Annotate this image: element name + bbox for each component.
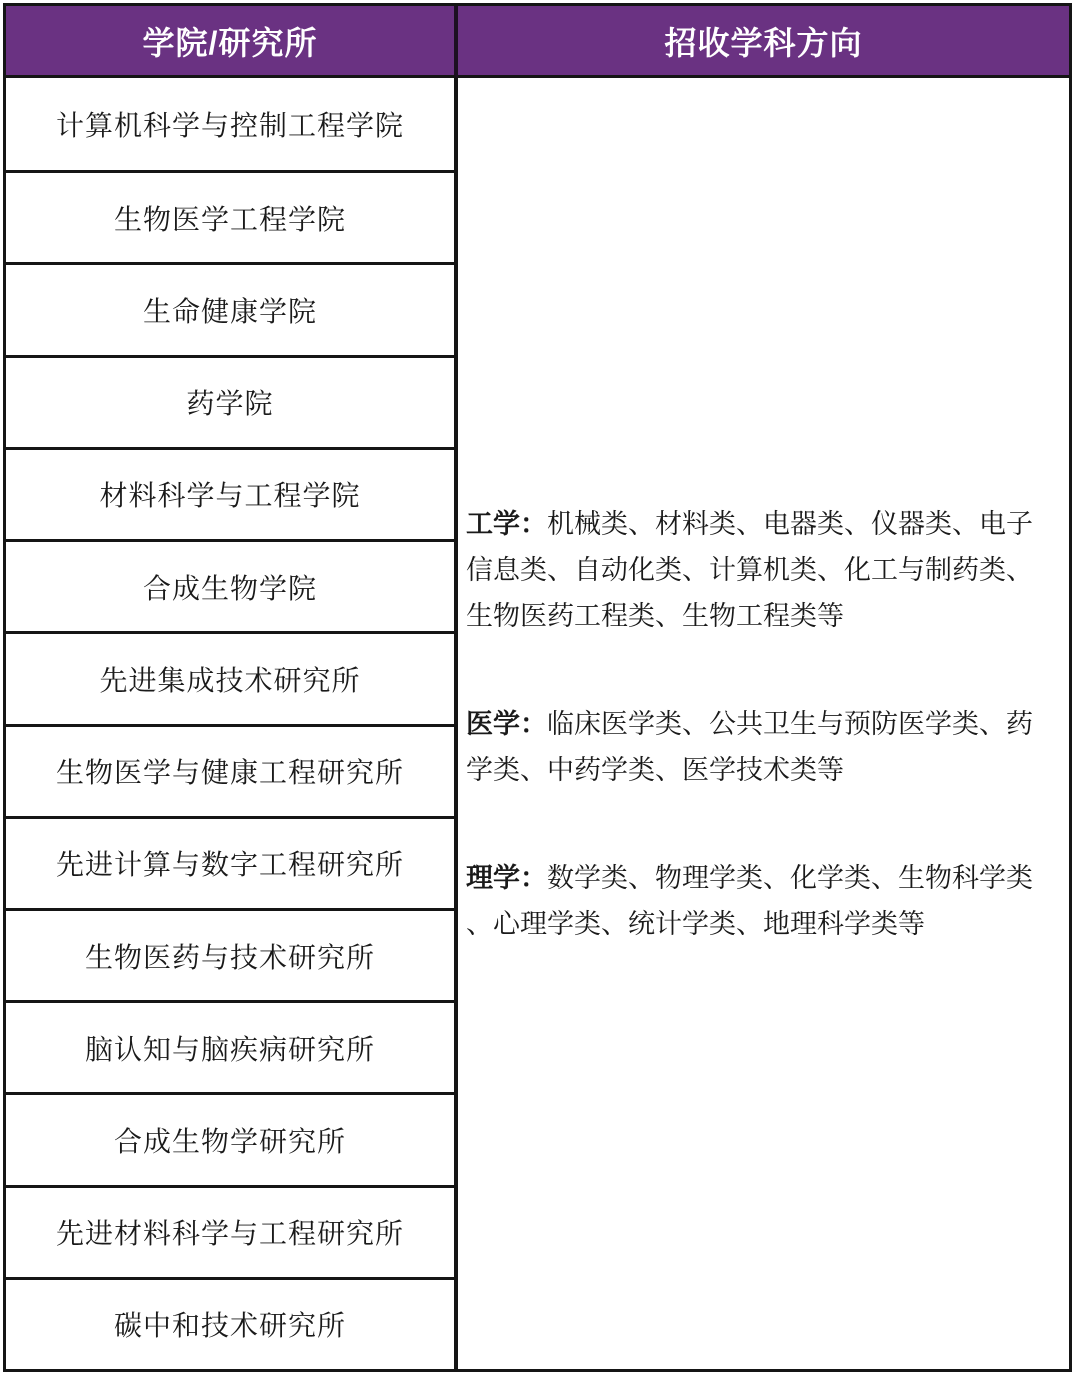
college-name: 生物医药与技术研究所	[84, 941, 375, 973]
college-name: 碳中和技术研究所	[113, 1310, 346, 1342]
college-row	[6, 816, 454, 908]
college-row	[6, 1000, 454, 1092]
subject-category-label: 医学：	[466, 708, 547, 739]
college-name: 先进集成技术研究所	[99, 664, 361, 696]
college-row	[6, 355, 454, 447]
college-row	[6, 539, 454, 631]
college-name: 先进计算与数字工程研究所	[55, 849, 404, 881]
college-name: 计算机科学与控制工程学院	[55, 110, 404, 142]
college-row	[6, 1185, 454, 1277]
college-row	[6, 1092, 454, 1184]
college-name: 生命健康学院	[142, 296, 317, 328]
subject-category-label: 工学：	[466, 508, 547, 539]
college-name: 脑认知与脑疾病研究所	[84, 1033, 375, 1065]
subject-paragraph: 理学：数学类、物理学类、化学类、生物科学类 、心理学类、统计学类、地理科学类等	[466, 862, 1033, 939]
college-name: 生物医学工程学院	[113, 203, 346, 235]
college-row	[6, 170, 454, 262]
colleges-subjects-table	[3, 3, 1072, 1372]
college-row	[6, 724, 454, 816]
college-name: 材料科学与工程学院	[99, 480, 361, 512]
subject-category-label: 理学：	[466, 862, 547, 893]
subject-paragraph: 工学：机械类、材料类、电器类、仪器类、电子 信息类、自动化类、计算机类、化工与制药类、 生物医药工程类、生物工程类等	[466, 508, 1033, 631]
college-row	[6, 78, 454, 170]
college-name: 先进材料科学与工程研究所	[55, 1218, 404, 1250]
college-name: 合成生物学研究所	[113, 1125, 346, 1157]
college-row	[6, 631, 454, 723]
column-header-college: 学院/研究所	[6, 6, 458, 78]
college-name: 药学院	[186, 388, 274, 420]
college-name: 合成生物学院	[142, 572, 317, 604]
college-row	[6, 262, 454, 354]
college-row	[6, 908, 454, 1000]
college-name: 生物医学与健康工程研究所	[55, 757, 404, 789]
column-header-subjects: 招收学科方向	[458, 6, 1069, 78]
college-row	[6, 447, 454, 539]
college-list	[6, 78, 458, 1369]
college-row	[6, 1277, 454, 1369]
subject-paragraph: 医学：临床医学类、公共卫生与预防医学类、药 学类、中药学类、医学技术类等	[466, 708, 1033, 785]
subjects-cell	[458, 78, 1069, 1369]
